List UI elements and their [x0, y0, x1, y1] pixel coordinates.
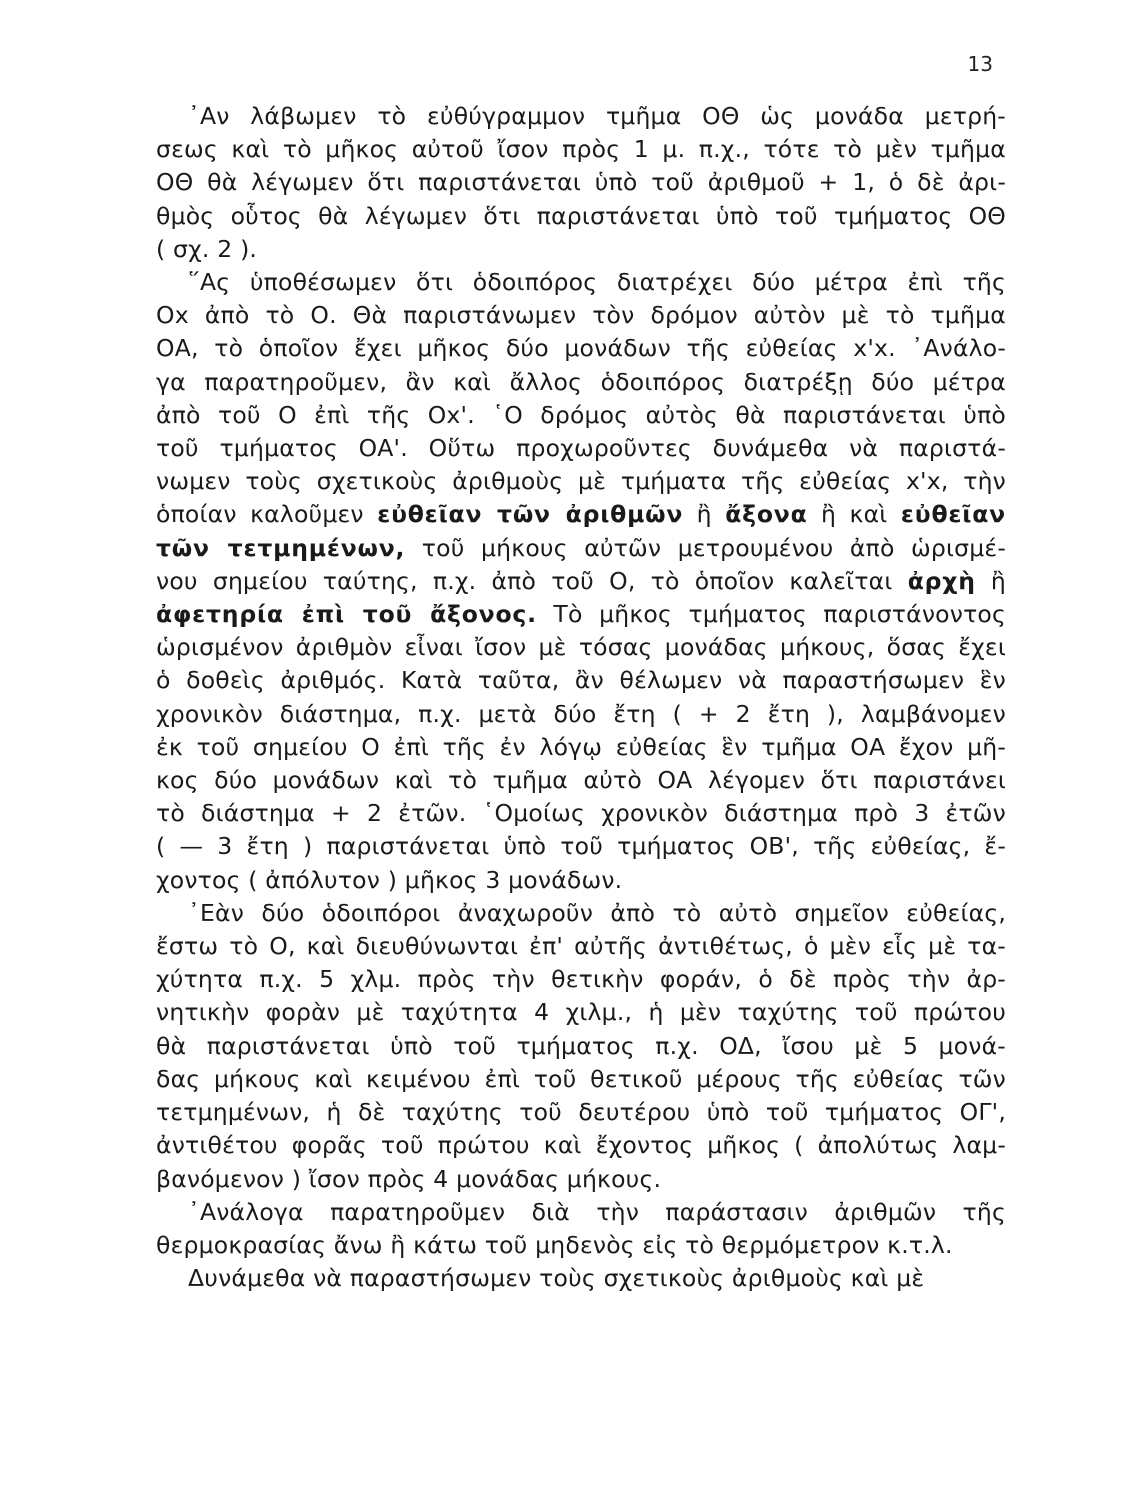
- text-run: ῞Ας ὑποθέσωμεν ὅτι ὁδοιπόρος διατρέχει δύο μέτρα ἐπὶ τῆς: [188, 268, 1006, 297]
- text-line: [156, 996, 1006, 1029]
- text-run: ᾿Ανάλογα παρατηροῦμεν διὰ τὴν παράστασιν ἀριθμῶν τῆς: [188, 1197, 1006, 1226]
- paragraph: [156, 897, 1006, 1196]
- text-line: [156, 432, 1006, 465]
- text-run: ( — 3 ἔτη ) παριστάνεται ὑπὸ τοῦ τμήματος ΟΒ', τῆς εὐθείας, ἔ-: [156, 832, 1006, 861]
- text-line: [156, 897, 1006, 930]
- text-run: θὰ παριστάνεται ὑπὸ τοῦ τμήματος π.χ. ΟΔ, ἴσου μὲ 5 μονά-: [156, 1031, 1006, 1060]
- text-line: [156, 299, 1006, 332]
- text-run: ΟΑ, τὸ ὁποῖον ἔχει μῆκος δύο μονάδων τῆς εὐθείας x'x. ᾿Ανάλο-: [156, 334, 1006, 363]
- text-line: [156, 764, 1006, 797]
- bold-term: ἄξονα: [725, 500, 808, 529]
- text-line: [156, 664, 1006, 697]
- text-run: σεως καὶ τὸ μῆκος αὐτοῦ ἴσον πρὸς 1 μ. π.χ., τότε τὸ μὲν τμῆμα: [156, 135, 1006, 164]
- text-run: κος δύο μονάδων καὶ τὸ τμῆμα αὐτὸ ΟΑ λέγομεν ὅτι παριστάνει: [156, 766, 1006, 795]
- text-run: Δυνάμεθα νὰ παραστήσωμεν τοὺς σχετικοὺς ἀριθμοὺς καὶ μὲ: [188, 1264, 925, 1293]
- text-run: τετμημένων, ἡ δὲ ταχύτης τοῦ δευτέρου ὑπὸ τοῦ τμήματος ΟΓ',: [156, 1098, 1006, 1127]
- text-run: ὡρισμένον ἀριθμὸν εἶναι ἴσον μὲ τόσας μονάδας μήκους, ὅσας ἔχει: [156, 633, 1006, 662]
- text-line: [156, 930, 1006, 963]
- text-line: [156, 598, 1006, 631]
- text-line: [156, 565, 1006, 598]
- text-run: τὸ διάστημα + 2 ἐτῶν. ῾Ομοίως χρονικὸν διάστημα πρὸ 3 ἐτῶν: [156, 799, 1006, 828]
- bold-term: εὐθεῖαν τῶν ἀριθμῶν: [377, 500, 684, 529]
- text-line: [156, 1229, 1006, 1262]
- text-line: [156, 498, 1006, 531]
- text-run: θερμοκρασίας ἄνω ἢ κάτω τοῦ μηδενὸς εἰς τὸ θερμόμετρον κ.τ.λ.: [156, 1230, 953, 1259]
- text-run: τοῦ μήκους αὐτῶν μετρουμένου ἀπὸ ὡρισμέ-: [405, 533, 1006, 562]
- paragraph: [156, 100, 1006, 266]
- text-run: ᾿Εὰν δύο ὁδοιπόροι ἀναχωροῦν ἀπὸ τὸ αὐτὸ σημεῖον εὐθείας,: [188, 898, 1006, 927]
- bold-term: τῶν τετμημένων,: [156, 533, 406, 562]
- text-line: [156, 1262, 1006, 1295]
- text-line: [156, 631, 1006, 664]
- text-run: Τὸ μῆκος τμήματος παριστάνοντος: [536, 600, 1006, 629]
- page-number: 13: [967, 52, 993, 76]
- text-line: [156, 399, 1006, 432]
- text-line: [156, 1096, 1006, 1129]
- text-run: βανόμενον ) ἴσον πρὸς 4 μονάδας μήκους.: [156, 1164, 662, 1193]
- text-line: [156, 233, 1006, 266]
- text-line: [156, 200, 1006, 233]
- text-run: τοῦ τμήματος ΟΑ'. Οὕτω προχωροῦντες δυνάμεθα νὰ παριστά-: [156, 434, 1006, 463]
- text-line: [156, 1063, 1006, 1096]
- text-line: [156, 1163, 1006, 1196]
- text-run: Οx ἀπὸ τὸ Ο. Θὰ παριστάνωμεν τὸν δρόμον αὐτὸν μὲ τὸ τμῆμα: [156, 301, 1006, 330]
- text-line: [156, 100, 1006, 133]
- text-run: ἔστω τὸ Ο, καὶ διευθύνωνται ἐπ' αὐτῆς ἀντιθέτως, ὁ μὲν εἷς μὲ τα-: [156, 932, 1006, 961]
- text-line: [156, 1129, 1006, 1162]
- paragraph: [156, 266, 1006, 897]
- text-line: [156, 366, 1006, 399]
- bold-term: ἀφετηρία ἐπὶ τοῦ ἄξονος.: [156, 600, 537, 629]
- text-run: γα παρατηροῦμεν, ἂν καὶ ἄλλος ὁδοιπόρος διατρέξῃ δύο μέτρα: [156, 367, 1006, 396]
- text-run: θμὸς οὗτος θὰ λέγωμεν ὅτι παριστάνεται ὑπὸ τοῦ τμήματος ΟΘ: [156, 201, 1006, 230]
- text-run: νητικὴν φορὰν μὲ ταχύτητα 4 χιλμ., ἡ μὲν ταχύτης τοῦ πρώτου: [156, 998, 1006, 1027]
- text-run: ἀπὸ τοῦ Ο ἐπὶ τῆς Οx'. ῾Ο δρόμος αὐτὸς θὰ παριστάνεται ὑπὸ: [156, 400, 1006, 429]
- text-run: δας μήκους καὶ κειμένου ἐπὶ τοῦ θετικοῦ μέρους τῆς εὐθείας τῶν: [156, 1064, 1006, 1093]
- bold-term: ἀρχὴ: [907, 566, 976, 595]
- body-text: [156, 100, 1006, 1295]
- text-line: [156, 133, 1006, 166]
- text-run: χοντος ( ἀπόλυτον ) μῆκος 3 μονάδων.: [156, 865, 623, 894]
- paragraph: [156, 1196, 1006, 1262]
- text-line: [156, 532, 1006, 565]
- text-line: [156, 731, 1006, 764]
- text-line: [156, 963, 1006, 996]
- text-run: νου σημείου ταύτης, π.χ. ἀπὸ τοῦ Ο, τὸ ὁποῖον καλεῖται: [156, 566, 908, 595]
- text-run: νωμεν τοὺς σχετικοὺς ἀριθμοὺς μὲ τμήματα τῆς εὐθείας x'x, τὴν: [156, 467, 1006, 496]
- text-run: ἐκ τοῦ σημείου Ο ἐπὶ τῆς ἐν λόγῳ εὐθείας ἓν τμῆμα ΟΑ ἔχον μῆ-: [156, 732, 1006, 761]
- text-line: [156, 465, 1006, 498]
- text-line: [156, 1030, 1006, 1063]
- text-run: χύτητα π.χ. 5 χλμ. πρὸς τὴν θετικὴν φοράν, ὁ δὲ πρὸς τὴν ἀρ-: [156, 965, 1006, 994]
- text-run: ἢ: [683, 500, 726, 529]
- text-run: ὁποίαν καλοῦμεν: [156, 500, 378, 529]
- paragraph: [156, 1262, 1006, 1295]
- text-run: ὁ δοθεὶς ἀριθμός. Κατὰ ταῦτα, ἂν θέλωμεν νὰ παραστήσωμεν ἓν: [156, 666, 1006, 695]
- text-run: χρονικὸν διάστημα, π.χ. μετὰ δύο ἔτη ( + 2 ἔτη ), λαμβάνομεν: [156, 699, 1006, 728]
- text-run: ( σχ. 2 ).: [156, 234, 258, 263]
- text-line: [156, 864, 1006, 897]
- text-line: [156, 698, 1006, 731]
- text-run: ἢ καὶ: [807, 500, 901, 529]
- text-line: [156, 1196, 1006, 1229]
- text-line: [156, 332, 1006, 365]
- text-run: ἀντιθέτου φορᾶς τοῦ πρώτου καὶ ἔχοντος μῆκος ( ἀπολύτως λαμ-: [156, 1131, 1006, 1160]
- text-line: [156, 830, 1006, 863]
- text-line: [156, 797, 1006, 830]
- text-run: ἢ: [975, 566, 1006, 595]
- text-run: ᾿Αν λάβωμεν τὸ εὐθύγραμμον τμῆμα ΟΘ ὡς μονάδα μετρή-: [188, 102, 1006, 130]
- bold-term: εὐθεῖαν: [900, 500, 1006, 529]
- text-run: ΟΘ θὰ λέγωμεν ὅτι παριστάνεται ὑπὸ τοῦ ἀριθμοῦ + 1, ὁ δὲ ἀρι-: [156, 168, 1006, 197]
- text-line: [156, 266, 1006, 299]
- text-line: [156, 166, 1006, 199]
